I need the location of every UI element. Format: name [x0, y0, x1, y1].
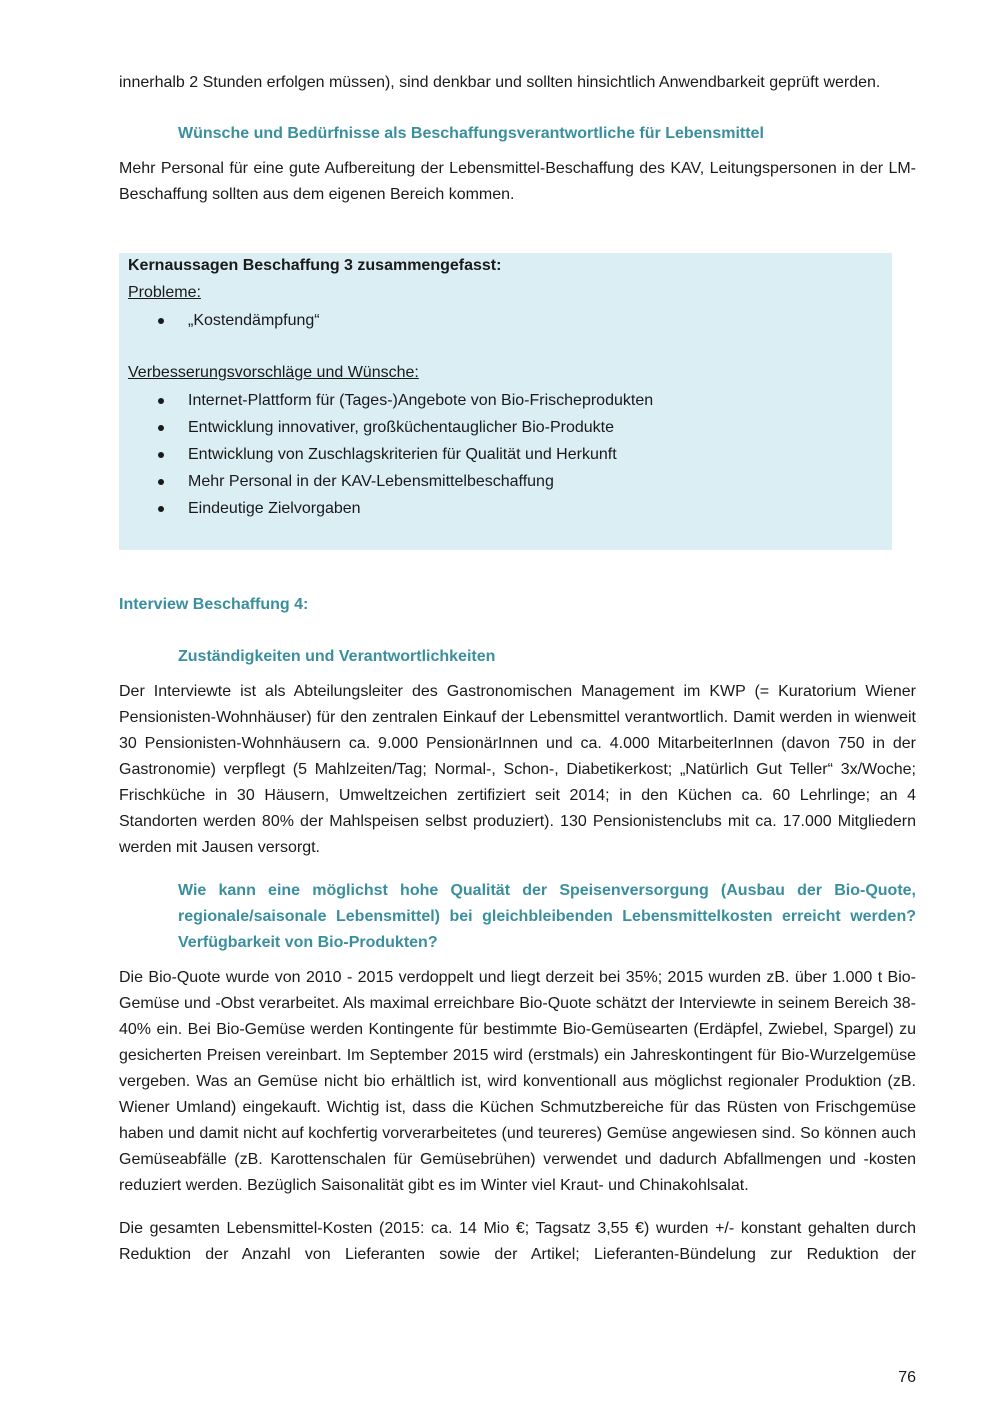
- problems-label: Probleme:: [128, 284, 201, 301]
- suggestions-list: [128, 387, 892, 522]
- heading-frage: Wie kann eine möglichst hohe Qualität der Speisenversorgung (Ausbau der Bio-Quote, regionale/saisonale Lebensmittel) bei gleichbleibenden Lebensmittelkosten erreicht werden? Verfügbarkeit von Bio-Produkten?: [178, 882, 916, 951]
- page-body: [119, 70, 916, 1268]
- heading-interview: Interview Beschaffung 4:: [119, 596, 309, 613]
- suggestions-label: Verbesserungsvorschläge und Wünsche:: [128, 364, 419, 381]
- problems-list: [128, 307, 892, 334]
- list-item: Entwicklung innovativer, großküchentauglicher Bio-Produkte: [188, 414, 892, 441]
- heading-zustaendigkeiten: Zuständigkeiten und Verantwortlichkeiten: [178, 648, 496, 665]
- summary-box-title: Kernaussagen Beschaffung 3 zusammengefasst:: [128, 257, 502, 274]
- paragraph-bioquote: Die Bio-Quote wurde von 2010 - 2015 verdoppelt und liegt derzeit bei 35%; 2015 wurden zB. über 1.000 t Bio-Gemüse und -Obst verarbeitet. Als maximal erreichbare Bio-Quote schätzt der Interviewte in seinem Bereich 38-40% ein. Bei Bio-Gemüse werden Kontingente für bestimmte Bio-Gemüsearten (Erdäpfel, Zwiebel, Spargel) zu gesicherten Preisen vereinbart. Im September 2015 wird (erstmals) ein Jahreskontingent für Bio-Wurzelgemüse vergeben. Was an Gemüse nicht bio erhältlich ist, wird konventionall aus möglichst regionaler Produktion (zB. Wiener Umland) eingekauft. Wichtig ist, dass die Küchen Schmutzbereiche für das Rüsten von Frischgemüse haben und damit nicht auf kochfertig vorverarbeitetes (und teureres) Gemüse angewiesen sind. So können auch Gemüseabfälle (zB. Karottenschalen für Gemüsebrühen) verwendet und dadurch Abfallmengen und -kosten reduziert werden. Bezüglich Saisonalität gibt es im Winter viel Kraut- und Chinakohlsalat.: [119, 969, 916, 1194]
- paragraph-personal: Mehr Personal für eine gute Aufbereitung der Lebensmittel-Beschaffung des KAV, Leitungspersonen in der LM-Beschaffung sollten aus dem eigenen Bereich kommen.: [119, 160, 916, 203]
- paragraph-kosten: Die gesamten Lebensmittel-Kosten (2015: ca. 14 Mio €; Tagsatz 3,55 €) wurden +/- konstant gehalten durch Reduktion der Anzahl von Lieferanten sowie der Artikel; Lieferanten-Bündelung zur Reduktion der: [119, 1220, 916, 1263]
- summary-box: [119, 253, 892, 550]
- list-item: Eindeutige Zielvorgaben: [188, 495, 892, 522]
- list-item: Entwicklung von Zuschlagskriterien für Qualität und Herkunft: [188, 441, 892, 468]
- list-item: „Kostendämpfung“: [188, 307, 892, 334]
- page-number: 76: [898, 1369, 916, 1386]
- paragraph-intro: innerhalb 2 Stunden erfolgen müssen), sind denkbar und sollten hinsichtlich Anwendbarkeit geprüft werden.: [119, 74, 881, 91]
- list-item: Internet-Plattform für (Tages-)Angebote von Bio-Frischeprodukten: [188, 387, 892, 414]
- paragraph-interviewte: Der Interviewte ist als Abteilungsleiter des Gastronomischen Management im KWP (= Kuratorium Wiener Pensionisten-Wohnhäuser) für den zentralen Einkauf der Lebensmittel verantwortlich. Damit werden in wienweit 30 Pensionisten-Wohnhäusern ca. 9.000 PensionärInnen und ca. 4.000 MitarbeiterInnen (davon 750 in der Gastronomie) verpflegt (5 Mahlzeiten/Tag; Normal-, Schon-, Diabetikerkost; „Natürlich Gut Teller“ 3x/Woche; Frischküche in 30 Häusern, Umweltzeichen zertifiziert seit 2014; in den Küchen ca. 60 Lehrlinge; an 4 Standorten werden 80% der Mahlspeisen selbst produziert). 130 Pensionistenclubs mit ca. 17.000 Mitgliedern werden mit Jausen versorgt.: [119, 683, 916, 856]
- heading-wuensche: Wünsche und Bedürfnisse als Beschaffungsverantwortliche für Lebensmittel: [178, 125, 764, 142]
- list-item: Mehr Personal in der KAV-Lebensmittelbeschaffung: [188, 468, 892, 495]
